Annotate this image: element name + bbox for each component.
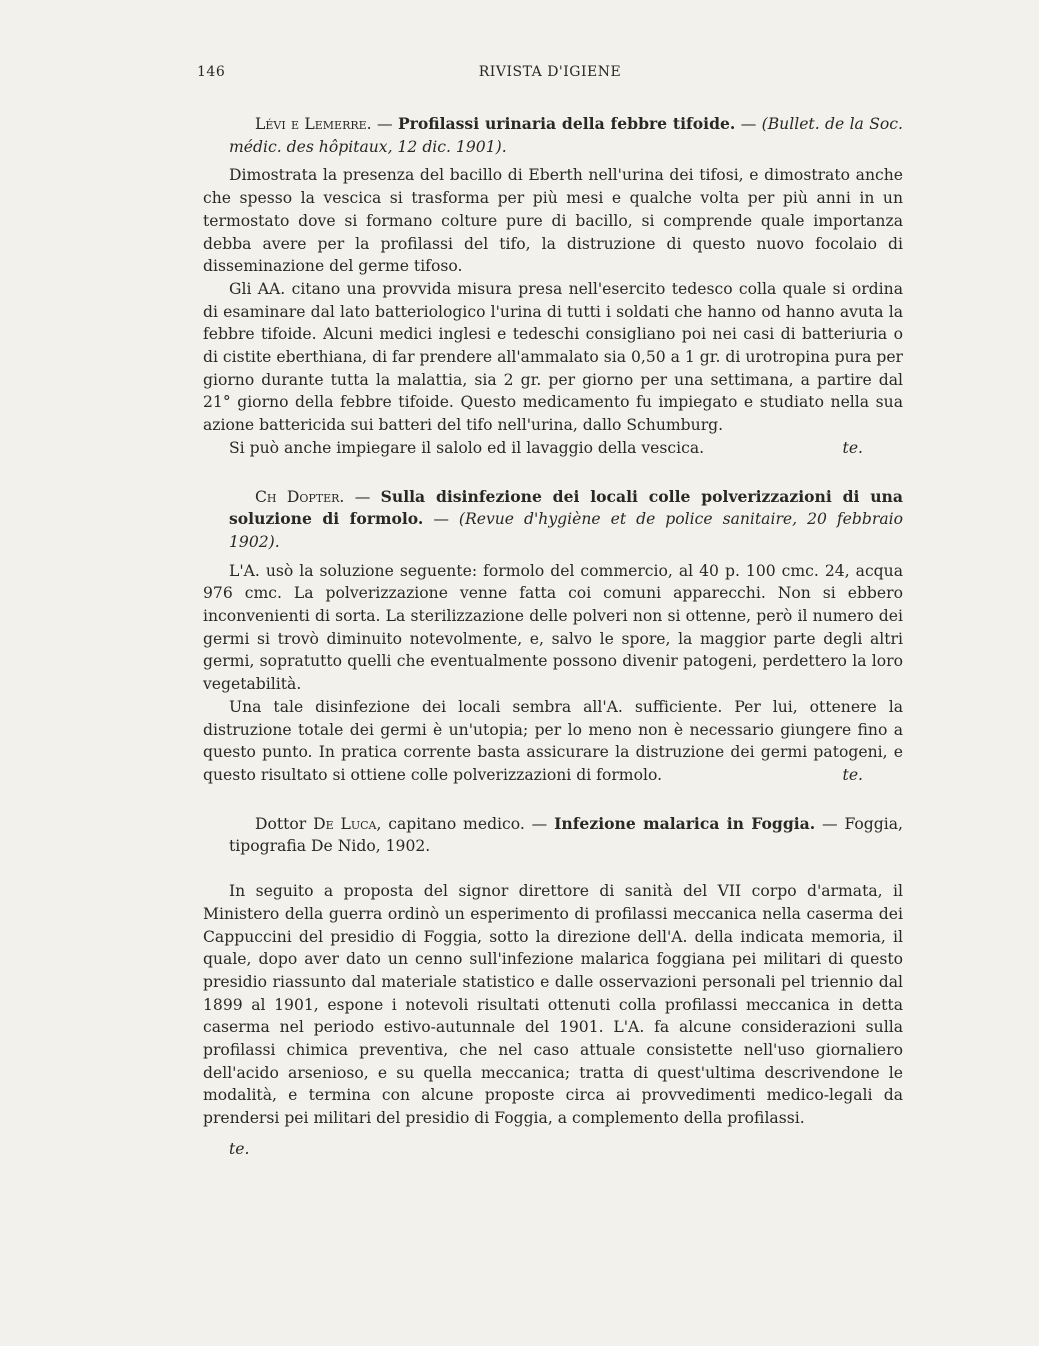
entry-2-heading: Ch Dopter. — Sulla disinfezione dei locali colle polverizzazioni di una soluzione di formolo. — (Revue d'hygiène et de police sanitaire, 20 febbraio 1902). xyxy=(229,486,903,551)
entry-1-title: Profilassi urinaria della febbre tifoide. xyxy=(397,114,736,133)
entry-3-title: Infezione malarica in Foggia. xyxy=(554,813,816,833)
entry-2-paragraph-2-text: Una tale disinfezione dei locali sembra all'A. sufficiente. Per lui, ottenere la distruzione totale dei germi è un'utopia; per lo meno non è necessario giungere fino a questo punto. In pratica corrente basta assicurare la distruzione dei germi patogeni, e questo risultato si ottiene colle polverizzazioni di formolo. xyxy=(203,697,903,784)
entry-3-author-prefix: Dottor xyxy=(255,814,307,833)
text-column xyxy=(203,113,903,1161)
entry-1-paragraph-3 xyxy=(203,437,903,460)
entry-3-author: De Luca, xyxy=(313,814,382,833)
page-number: 146 xyxy=(197,64,226,80)
entry-2-signature: te. xyxy=(842,765,863,784)
entry-2-author: Ch Dopter. xyxy=(255,487,345,506)
entry-2-paragraph-1: L'A. usò la soluzione seguente: formolo del commercio, al 40 p. 100 cmc. 24, acqua 976 cmc. La polverizzazione venne fatta coi comuni apparecchi. Non si ebbero inconvenienti di sorta. La sterilizzazione delle polveri non si ottenne, però il numero dei germi si trovò diminuito notevolmente, e, salvo le spore, la maggior parte degli altri germi, sopratutto quelli che eventualmente possono divenir patogeni, perdettero la loro vegetabilità. xyxy=(203,561,903,694)
running-title: RIVISTA D'IGIENE xyxy=(478,64,622,80)
entry-3-signature: te. xyxy=(229,1139,250,1158)
entry-2-title: Sulla disinfezione dei locali colle polverizzazioni di una soluzione di formolo. xyxy=(229,486,903,529)
entry-1-signature: te. xyxy=(842,438,863,457)
entry-3-author-suffix: capitano medico. xyxy=(388,814,525,833)
entry-1-paragraph-2: Gli AA. citano una provvida misura presa nell'esercito tedesco colla quale si ordina di esaminare dal lato batteriologico l'urina di tutti i soldati che hanno od hanno avuta la febbre tifoide. Alcuni medici inglesi e tedeschi consigliano poi nei casi di batteriuria o di cistite eberthiana, di far prendere all'ammalato sia 0,50 a 1 gr. di urotropina pura per giorno durante tutta la malattia, sia 2 gr. per giorno per una settimana, a partire dal 21° giorno della febbre tifoide. Questo medicamento fu impiegato e studiato nella sua azione battericida sui batteri del tifo nell'urina, dallo Schumburg. xyxy=(203,279,903,435)
entry-1-paragraph-3-text: Si può anche impiegare il salolo ed il lavaggio della vescica. xyxy=(229,438,705,457)
entry-3-paragraph-1: In seguito a proposta del signor direttore di sanità del VII corpo d'armata, il Ministero della guerra ordinò un esperimento di profilassi meccanica nella caserma dei Cappuccini del presidio di Foggia, sotto la direzione dell'A. della indicata memoria, il quale, dopo aver dato un cenno sull'infezione malarica foggiana pei militari di questo presidio riassunto dal materiale statistico e dalle osservazioni personali pel triennio dal 1899 al 1901, espone i notevoli risultati ottenuti colla profilassi meccanica in detta caserma nel periodo estivo-autunnale del 1901. L'A. fa alcune considerazioni sulla profilassi chimica preventiva, che nel caso attuale consistette nell'uso giornaliero dell'acido arsenioso, e su quella meccanica; tratta di quest'ultima descrivendone le modalità, e termina con alcune proposte circa ai provvedimenti medico-legali da prendersi pei militari del presidio di Foggia, a complemento della profilassi. xyxy=(203,882,903,1128)
running-header xyxy=(197,64,903,86)
entry-1-paragraph-1: Dimostrata la presenza del bacillo di Eberth nell'urina dei tifosi, e dimostrato anche che spesso la vescica si trasforma per più mesi e qualche volta per più anni in un termostato dove si formano colture pure di bacillo, si comprende quale importanza debba avere per la profilassi del tifo, la distruzione di questo nuovo focolaio di disseminazione del germe tifoso. xyxy=(203,166,903,276)
entry-1-source: (Bullet. de la Soc. médic. des hôpitaux, 12 dic. 1901). xyxy=(229,115,903,156)
entry-1-author: Lévi e Lemerre. xyxy=(255,115,372,133)
entry-3-heading: Dottor De Luca, capitano medico. — Infezione malarica in Foggia. — Foggia, tipografia De Nido, 1902. xyxy=(229,813,903,856)
entry-2-source: (Revue d'hygiène et de police sanitaire, 20 febbraio 1902). xyxy=(229,510,903,551)
entry-1-heading: Lévi e Lemerre. — Profilassi urinaria della febbre tifoide. — (Bullet. de la Soc. médic. des hôpitaux, 12 dic. 1901). xyxy=(229,114,903,156)
entry-3-source: Foggia, tipografia De Nido, 1902. xyxy=(229,814,903,856)
entry-2-paragraph-2 xyxy=(203,696,903,787)
